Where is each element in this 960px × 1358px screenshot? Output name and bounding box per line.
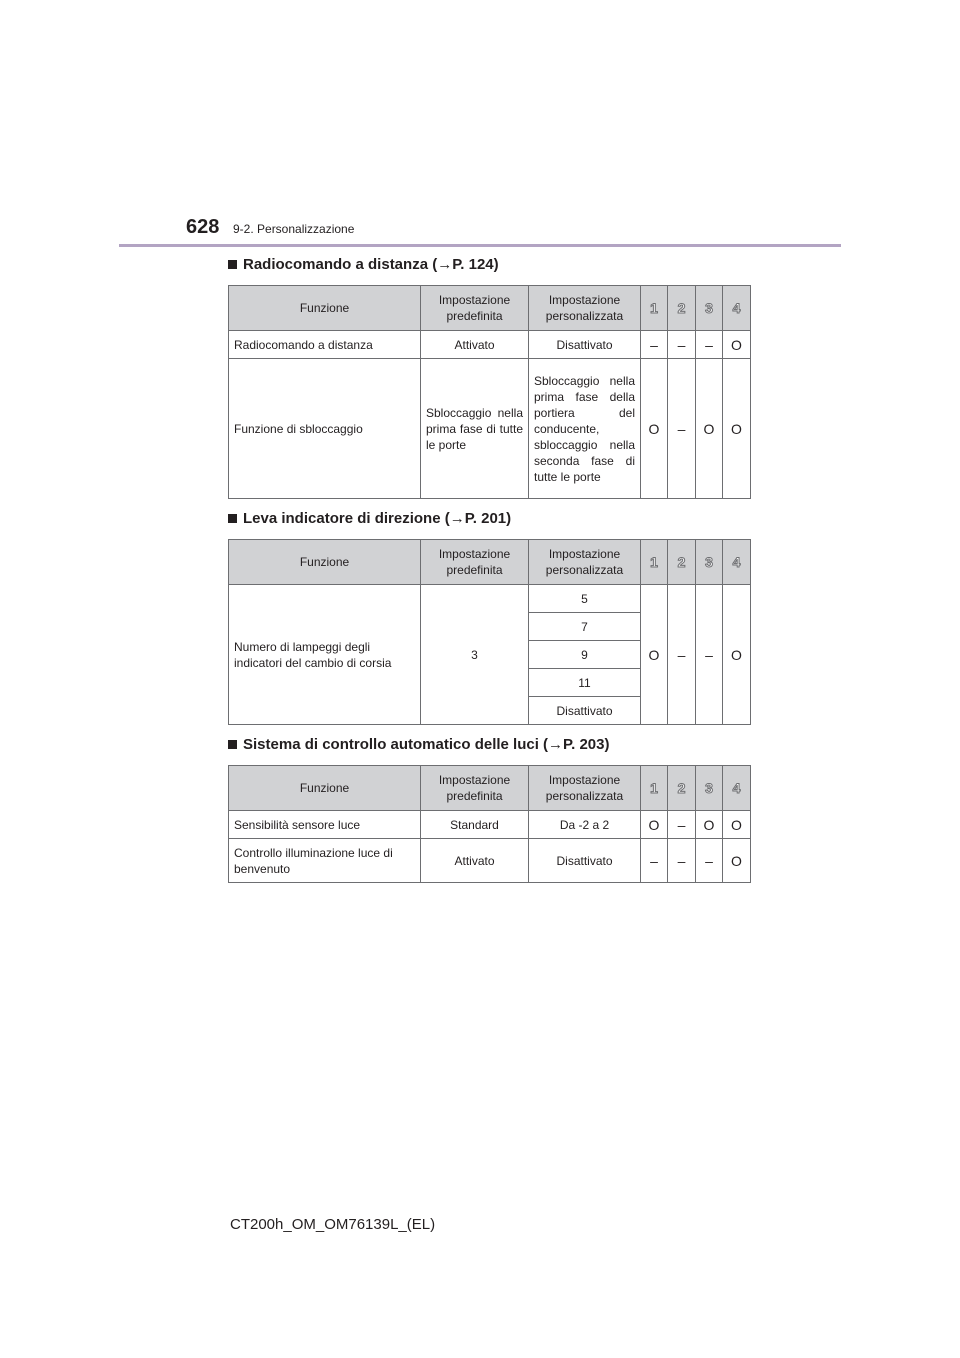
table-header-row (229, 766, 751, 811)
col-header-custom: Impostazione personalizzata (529, 766, 641, 811)
col-header-default: Impostazione predefinita (421, 540, 529, 585)
col-header-default: Impostazione predefinita (421, 766, 529, 811)
col-header-custom: Impostazione personalizzata (529, 540, 641, 585)
table-row (229, 839, 751, 883)
cell-custom-option: 11 (529, 669, 641, 697)
square-bullet-icon (228, 514, 237, 523)
cell-function: Sensibilità sensore luce (229, 811, 421, 839)
cell-custom-option: 5 (529, 585, 641, 613)
cell-function: Funzione di sbloccaggio (229, 359, 421, 499)
table-row (229, 585, 751, 613)
section-title-text: Leva indicatore di direzione (→P. 201) (243, 510, 512, 527)
section-title-auto-lights (228, 736, 609, 753)
cell-custom: Da -2 a 2 (529, 811, 641, 839)
col-header-2: 2 (668, 540, 696, 585)
table-row (229, 811, 751, 839)
section-title-remote (228, 256, 499, 273)
table-header-row (229, 286, 751, 331)
cell-default: Attivato (421, 839, 529, 883)
cell-custom-option: Disattivato (529, 697, 641, 725)
table-remote (228, 285, 751, 499)
table-turn-signal (228, 539, 751, 725)
cell-function: Radiocomando a distanza (229, 331, 421, 359)
table-auto-lights (228, 765, 751, 883)
cell-custom: Disattivato (529, 839, 641, 883)
col-header-2: 2 (668, 766, 696, 811)
col-header-1: 1 (641, 766, 668, 811)
table-row (229, 359, 751, 499)
col-header-4: 4 (723, 540, 751, 585)
col-header-4: 4 (723, 286, 751, 331)
cell-col2: – (668, 811, 696, 839)
cell-col3: – (696, 839, 723, 883)
cell-col4: O (723, 839, 751, 883)
section-header: 9-2. Personalizzazione (233, 222, 355, 236)
page-number: 628 (186, 216, 220, 238)
col-header-3: 3 (696, 286, 723, 331)
col-header-1: 1 (641, 540, 668, 585)
cell-default: Sbloccaggio nella prima fase di tutte le porte (421, 359, 529, 499)
cell-col3: – (696, 331, 723, 359)
table-header-row (229, 540, 751, 585)
cell-custom: Disattivato (529, 331, 641, 359)
square-bullet-icon (228, 740, 237, 749)
cell-custom-option: 7 (529, 613, 641, 641)
col-header-1: 1 (641, 286, 668, 331)
square-bullet-icon (228, 260, 237, 269)
cell-custom-option: 9 (529, 641, 641, 669)
cell-col3: O (696, 359, 723, 499)
col-header-3: 3 (696, 540, 723, 585)
col-header-2: 2 (668, 286, 696, 331)
cell-col1: – (641, 839, 668, 883)
section-title-turn-signal (228, 510, 511, 527)
cell-col1: O (641, 585, 668, 725)
cell-col4: O (723, 585, 751, 725)
col-header-function: Funzione (229, 766, 421, 811)
cell-col1: O (641, 811, 668, 839)
section-title-text: Radiocomando a distanza (→P. 124) (243, 256, 499, 273)
col-header-function: Funzione (229, 540, 421, 585)
cell-default: Standard (421, 811, 529, 839)
cell-default: Attivato (421, 331, 529, 359)
cell-col2: – (668, 331, 696, 359)
cell-col2: – (668, 359, 696, 499)
col-header-3: 3 (696, 766, 723, 811)
col-header-function: Funzione (229, 286, 421, 331)
col-header-default: Impostazione predefinita (421, 286, 529, 331)
cell-col2: – (668, 585, 696, 725)
table-row (229, 331, 751, 359)
cell-col1: – (641, 331, 668, 359)
cell-custom: Sbloccaggio nella prima fase della portiera del conducente, sbloccaggio nella seconda fase di tutte le porte (529, 359, 641, 499)
cell-col1: O (641, 359, 668, 499)
cell-col2: – (668, 839, 696, 883)
section-title-text: Sistema di controllo automatico delle luci (→P. 203) (243, 736, 610, 753)
cell-col4: O (723, 359, 751, 499)
cell-default: 3 (421, 585, 529, 725)
cell-function: Controllo illuminazione luce di benvenuto (229, 839, 421, 883)
cell-col3: O (696, 811, 723, 839)
document-code: CT200h_OM_OM76139L_(EL) (230, 1216, 436, 1233)
cell-function: Numero di lampeggi degli indicatori del cambio di corsia (229, 585, 421, 725)
col-header-custom: Impostazione personalizzata (529, 286, 641, 331)
cell-col4: O (723, 331, 751, 359)
cell-col3: – (696, 585, 723, 725)
col-header-4: 4 (723, 766, 751, 811)
header-divider (119, 244, 841, 247)
cell-col4: O (723, 811, 751, 839)
